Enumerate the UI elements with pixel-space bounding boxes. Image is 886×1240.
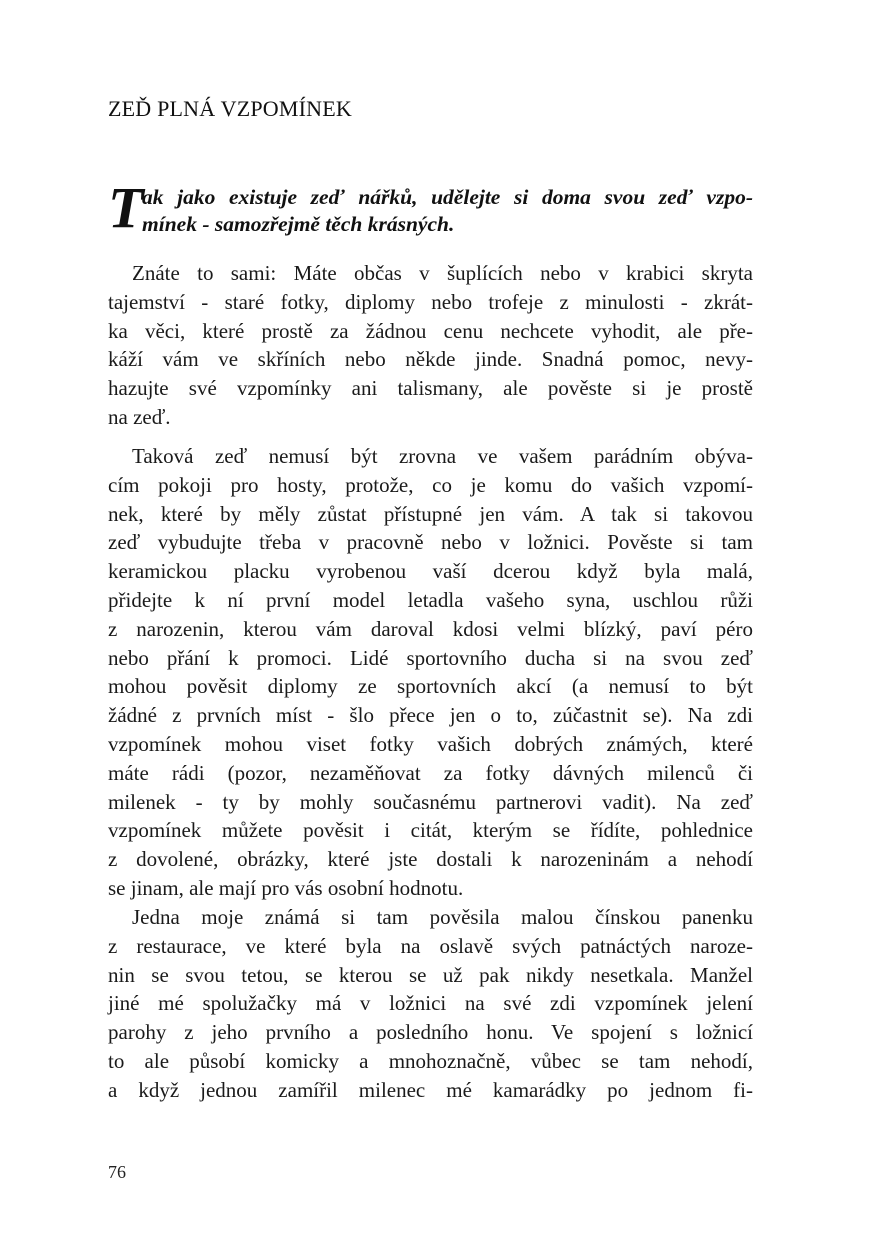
text-line: parohy z jeho prvního a posledního honu. Ve spojení s ložnicí	[108, 1020, 753, 1045]
text-line: z restaurace, ve které byla na oslavě svých patnáctých naroze-	[108, 933, 753, 958]
text-line: z narozenin, kterou vám daroval kdosi velmi blízký, paví péro	[108, 616, 753, 641]
text-line: se jinam, ale mají pro vás osobní hodnotu.	[108, 875, 464, 900]
text-line: káží vám ve skříních nebo někde jinde. Snadná pomoc, nevy-	[108, 347, 753, 372]
text-line: keramickou placku vyrobenou vaší dcerou když byla malá,	[108, 559, 753, 584]
text-line: Znáte to sami: Máte občas v šuplících nebo v krabici skryta	[132, 261, 753, 285]
text-line: jiné mé spolužačky má v ložnici na své zdi vzpomínek jelení	[108, 991, 753, 1016]
text-line: zeď vybudujte třeba v pracovně nebo v ložnici. Pověste si tam	[108, 530, 753, 555]
text-line: na zeď.	[108, 404, 171, 429]
text-line: ka věci, které prostě za žádnou cenu nechcete vyhodit, ale pře-	[108, 318, 753, 343]
text-line: máte rádi (pozor, nezaměňovat za fotky dávných milenců či	[108, 760, 753, 785]
chapter-title: ZEĎ PLNÁ VZPOMÍNEK	[108, 96, 352, 121]
text-line: z dovolené, obrázky, které jste dostali k narozeninám a nehodí	[108, 847, 753, 872]
lead-line: ak jako existuje zeď nářků, udělejte si doma svou zeď vzpo-	[142, 185, 753, 209]
text-line: Jedna moje známá si tam pověsila malou čínskou panenku	[132, 905, 753, 929]
text-line: vzpomínek mohou viset fotky vašich dobrých známých, které	[108, 731, 753, 756]
text-line: nebo přání k promoci. Lidé sportovního ducha si na svou zeď	[108, 645, 753, 670]
paragraph-3	[108, 903, 753, 1105]
text-line: nek, které by měly zůstat přístupné jen vám. A tak si takovou	[108, 501, 753, 526]
paragraph-2	[108, 442, 753, 903]
text-line: vzpomínek můžete pověsit i citát, kterým se řídíte, pohlednice	[108, 818, 753, 843]
text-line: žádné z prvních míst - šlo přece jen o to, zúčastnit se). Na zdi	[108, 703, 753, 728]
paragraph-1	[108, 259, 753, 432]
text-line: hazujte své vzpomínky ani talismany, ale pověste si je prostě	[108, 376, 753, 401]
lead-line: mínek - samozřejmě těch krásných.	[142, 212, 455, 236]
text-line: to ale působí komicky a mnohoznačně, vůbec se tam nehodí,	[108, 1048, 753, 1073]
text-line: nin se svou tetou, se kterou se už pak nikdy nesetkala. Manžel	[108, 962, 753, 987]
text-line: tajemství - staré fotky, diplomy nebo trofeje z minulosti - zkrát-	[108, 289, 753, 314]
text-line: cím pokoji pro hosty, protože, co je komu do vašich vzpomí-	[108, 472, 753, 497]
text-line: přidejte k ní první model letadla vašeho syna, uschlou růži	[108, 587, 753, 612]
text-line: Taková zeď nemusí být zrovna ve vašem parádním obýva-	[132, 444, 753, 468]
drop-cap: T	[108, 175, 144, 240]
text-line: milenek - ty by mohly současnému partnerovi vadit). Na zeď	[108, 789, 753, 814]
text-line: a když jednou zamířil milenec mé kamarádky po jednom fi-	[108, 1077, 753, 1102]
page-number: 76	[108, 1162, 126, 1182]
text-line: mohou pověsit diplomy ze sportovních akcí (a nemusí to být	[108, 674, 753, 699]
